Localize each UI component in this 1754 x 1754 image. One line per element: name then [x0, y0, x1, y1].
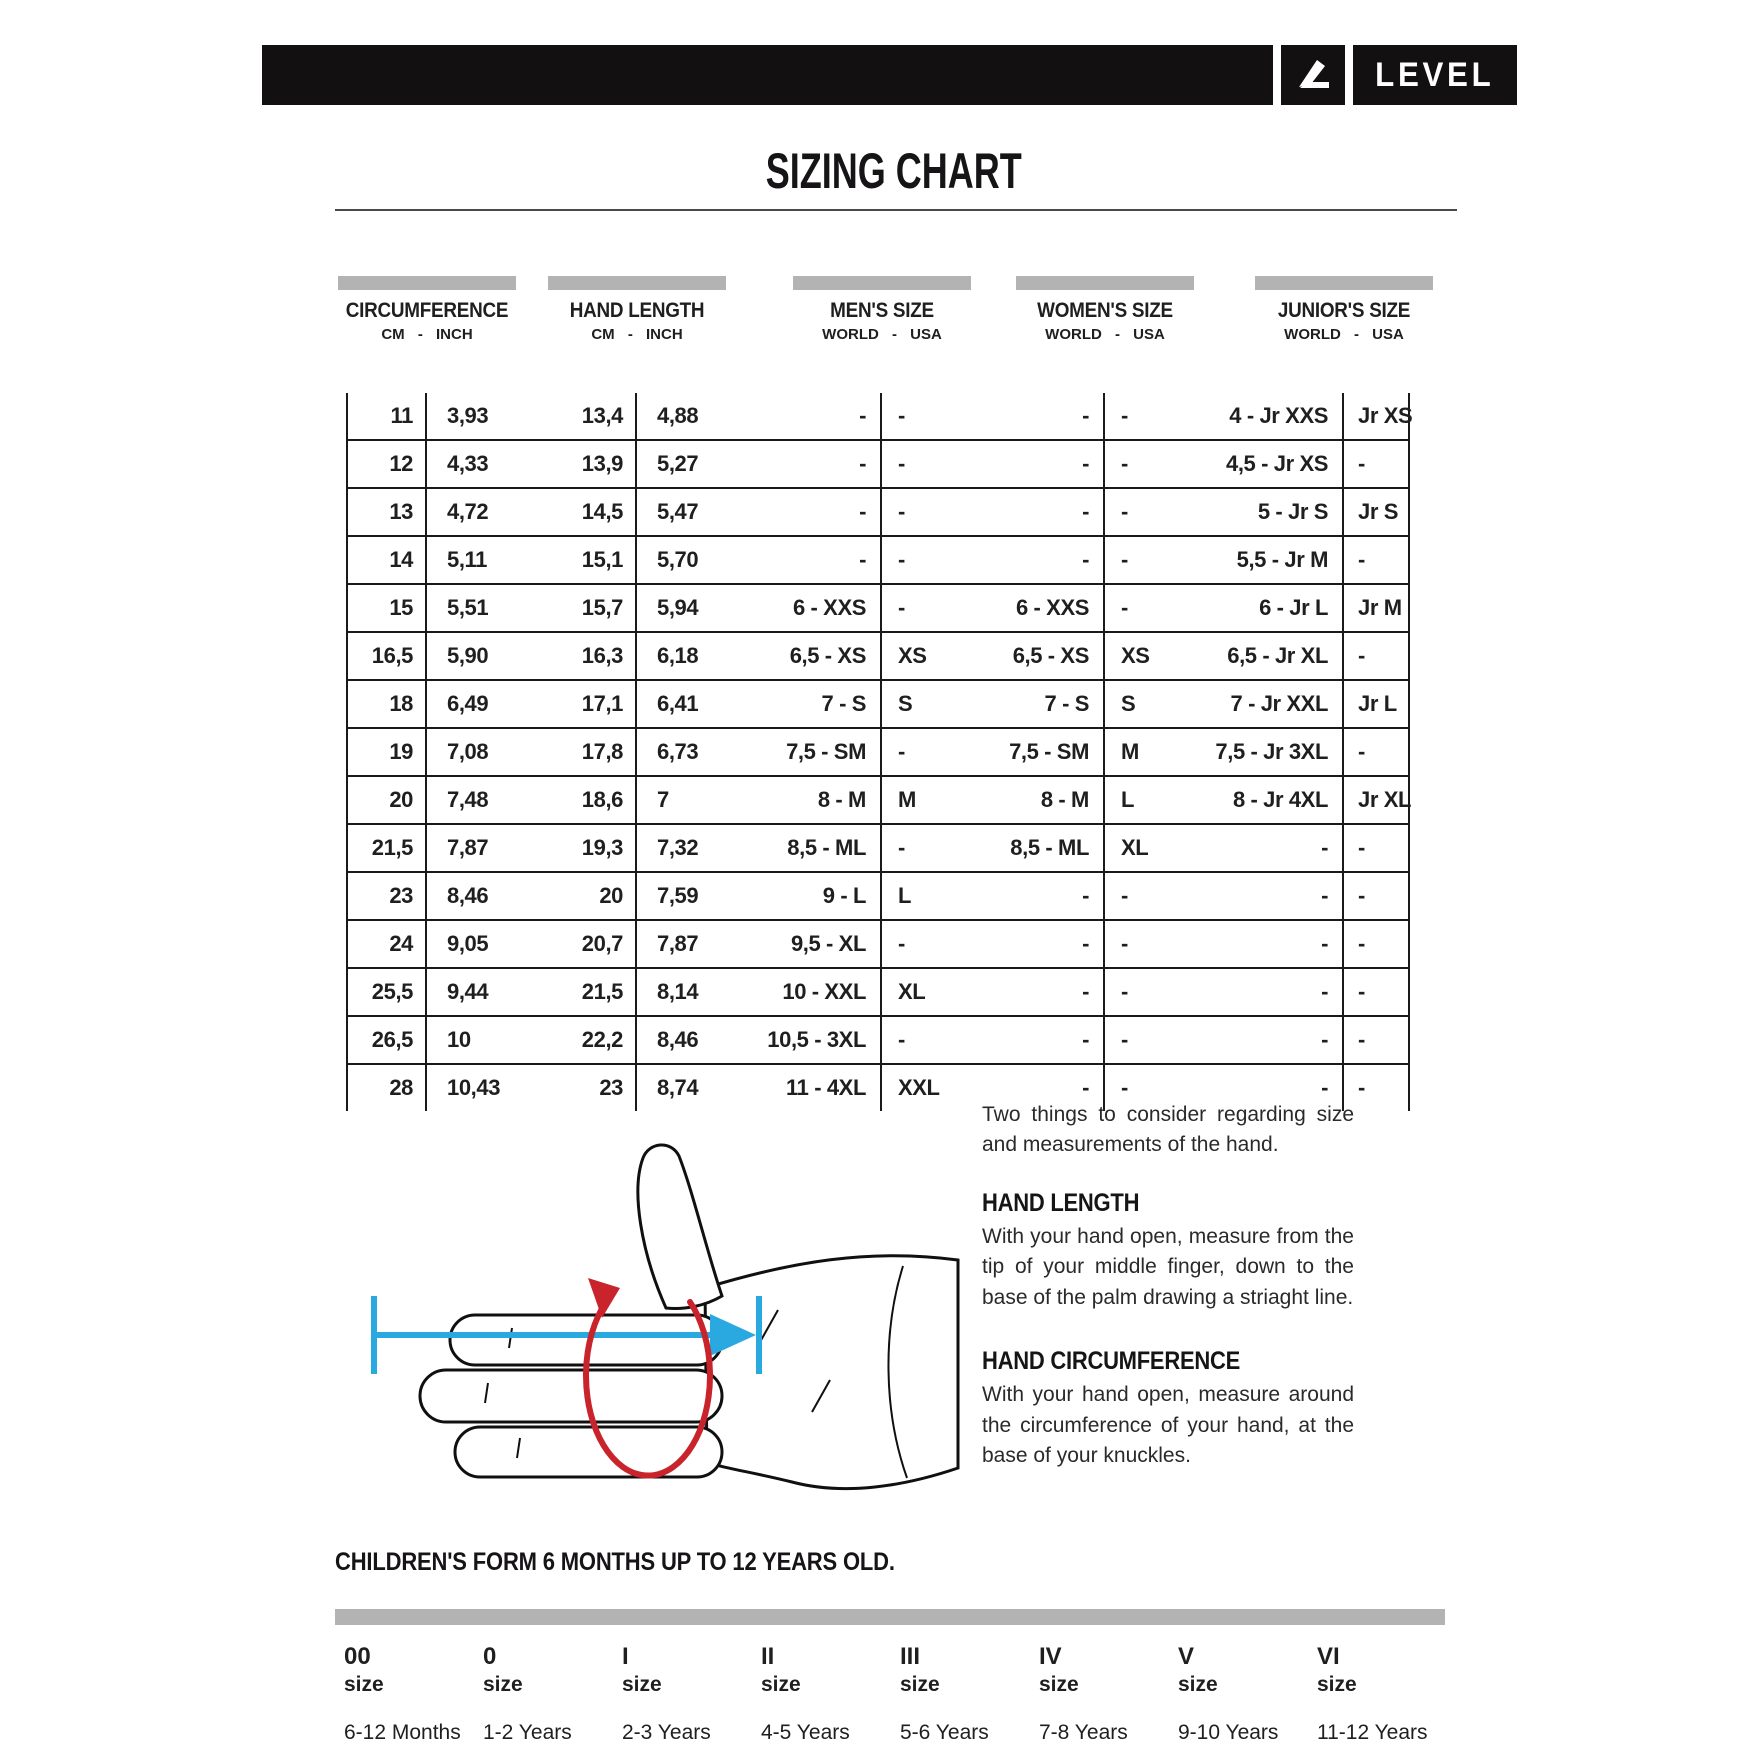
cell-hand-length-inch: 8,46: [657, 1027, 699, 1052]
cell-hand-length-cm: 19,3: [532, 825, 637, 871]
level-logo-icon-box: [1281, 45, 1345, 105]
column-group-header: [772, 276, 992, 343]
cell-womens-world: -: [952, 1017, 1105, 1063]
title-divider: [335, 209, 1457, 211]
cell-juniors-usa: Jr S: [1344, 489, 1410, 535]
children-size-value: 0: [483, 1643, 497, 1670]
cell-juniors-world: 8 - Jr 4XL: [1175, 777, 1344, 823]
cell-circumference-inch: 5,90: [447, 643, 489, 668]
children-size-word: size: [1039, 1673, 1079, 1696]
cell-circumference-cm: 23: [346, 873, 427, 919]
cell-juniors-world: 4,5 - Jr XS: [1175, 441, 1344, 487]
table-row: [346, 633, 1410, 681]
cell-mens-usa: -: [898, 451, 905, 476]
column-header-bar: [1255, 276, 1433, 290]
table-row: [346, 873, 1410, 921]
cell-hand-length-inch: 4,88: [657, 403, 699, 428]
cell-juniors-usa: -: [1344, 825, 1410, 871]
cell-womens-world: -: [952, 489, 1105, 535]
cell-hand-length-inch: 5,47: [657, 499, 699, 524]
table-row: [346, 921, 1410, 969]
table-row: [346, 393, 1413, 441]
children-age-range: 1-2 Years: [483, 1721, 572, 1744]
children-size-column: [1178, 1643, 1317, 1745]
cell-juniors-world: 7 - Jr XXL: [1175, 681, 1344, 727]
children-size-value: III: [900, 1643, 921, 1670]
cell-womens-world: 8 - M: [952, 777, 1105, 823]
cell-womens-usa: -: [1121, 547, 1128, 572]
cell-circumference-inch: 9,05: [447, 931, 489, 956]
children-size-word: size: [761, 1673, 801, 1696]
cell-womens-world: 7,5 - SM: [952, 729, 1105, 775]
children-age-range: 6-12 Months: [344, 1721, 461, 1744]
children-size-value: II: [761, 1643, 775, 1670]
column-group-header: [1234, 276, 1454, 343]
table-row: [346, 585, 1410, 633]
cell-hand-length-cm: 13,4: [532, 393, 637, 439]
cell-mens-usa: XXL: [898, 1075, 940, 1100]
cell-mens-world: -: [722, 393, 882, 439]
cell-circumference-inch: 4,72: [447, 499, 489, 524]
cell-juniors-world: -: [1175, 1017, 1344, 1063]
cell-hand-length-inch: 6,73: [657, 739, 699, 764]
column-group-header: [527, 276, 747, 343]
brand-wordmark: [1353, 45, 1517, 105]
children-size-column: [483, 1643, 622, 1745]
cell-juniors-usa: -: [1344, 873, 1410, 919]
cell-womens-world: -: [952, 441, 1105, 487]
hand-circumference-heading: HAND CIRCUMFERENCE: [982, 1347, 1241, 1376]
cell-juniors-world: 6,5 - Jr XL: [1175, 633, 1344, 679]
cell-womens-world: 7 - S: [952, 681, 1105, 727]
column-group-header: [995, 276, 1215, 343]
table-row: [346, 777, 1410, 825]
cell-circumference-cm: 18: [346, 681, 427, 727]
children-size-word: size: [344, 1673, 384, 1696]
cell-womens-world: -: [952, 873, 1105, 919]
column-group-header: [317, 276, 537, 343]
cell-mens-world: 7,5 - SM: [722, 729, 882, 775]
cell-mens-usa: -: [898, 547, 905, 572]
page-title: SIZING CHART: [765, 143, 1022, 199]
column-group-label: HAND LENGTH: [569, 299, 705, 322]
cell-hand-length-cm: 13,9: [532, 441, 637, 487]
cell-hand-length-cm: 18,6: [532, 777, 637, 823]
children-size-value: VI: [1317, 1643, 1340, 1670]
cell-juniors-usa: -: [1344, 441, 1410, 487]
cell-mens-usa: -: [898, 595, 905, 620]
cell-circumference-cm: 16,5: [346, 633, 427, 679]
cell-hand-length-inch: 8,74: [657, 1075, 699, 1100]
cell-mens-usa: -: [898, 1027, 905, 1052]
cell-mens-world: 6 - XXS: [722, 585, 882, 631]
cell-circumference-cm: 11: [346, 393, 427, 439]
cell-circumference-cm: 14: [346, 537, 427, 583]
cell-womens-usa: -: [1121, 931, 1128, 956]
hand-length-heading: HAND LENGTH: [982, 1188, 1140, 1217]
cell-womens-usa: S: [1121, 691, 1136, 716]
cell-womens-usa: -: [1121, 1075, 1128, 1100]
cell-hand-length-inch: 6,41: [657, 691, 699, 716]
column-header-bar: [338, 276, 516, 290]
column-header-bar: [793, 276, 971, 290]
cell-circumference-inch: 9,44: [447, 979, 489, 1004]
column-group-sublabel: WORLD - USA: [1045, 326, 1165, 343]
cell-hand-length-cm: 15,1: [532, 537, 637, 583]
children-size-column: [1317, 1643, 1456, 1745]
children-heading: CHILDREN'S FORM 6 MONTHS UP TO 12 YEARS OLD.: [335, 1548, 895, 1576]
brand-wordmark-text: LEVEL: [1375, 55, 1495, 94]
cell-mens-world: -: [722, 537, 882, 583]
cell-mens-usa: -: [898, 835, 905, 860]
cell-hand-length-cm: 23: [532, 1065, 637, 1111]
cell-mens-world: 10 - XXL: [722, 969, 882, 1015]
cell-circumference-inch: 7,08: [447, 739, 489, 764]
cell-juniors-world: 5,5 - Jr M: [1175, 537, 1344, 583]
children-age-range: 2-3 Years: [622, 1721, 711, 1744]
cell-mens-usa: M: [898, 787, 916, 812]
cell-juniors-world: 4 - Jr XXS: [1175, 393, 1344, 439]
cell-hand-length-cm: 15,7: [532, 585, 637, 631]
cell-womens-usa: -: [1121, 499, 1128, 524]
children-size-column: [761, 1643, 900, 1745]
cell-mens-world: 7 - S: [722, 681, 882, 727]
children-age-range: 11-12 Years: [1317, 1721, 1428, 1744]
cell-circumference-cm: 15: [346, 585, 427, 631]
hand-length-body: With your hand open, measure from the tip of your middle finger, down to the base of the palm drawing a striaght line.: [982, 1224, 1354, 1309]
children-age-range: 4-5 Years: [761, 1721, 850, 1744]
cell-circumference-inch: 10,43: [447, 1075, 501, 1100]
cell-hand-length-cm: 16,3: [532, 633, 637, 679]
children-size-value: V: [1178, 1643, 1195, 1670]
cell-circumference-inch: 5,51: [447, 595, 489, 620]
children-size-value: IV: [1039, 1643, 1062, 1670]
cell-hand-length-inch: 5,27: [657, 451, 699, 476]
column-group-label: MEN'S SIZE: [830, 299, 934, 322]
cell-mens-usa: -: [898, 499, 905, 524]
cell-mens-usa: -: [898, 931, 905, 956]
cell-womens-world: -: [952, 1065, 1105, 1111]
cell-circumference-inch: 3,93: [447, 403, 489, 428]
cell-juniors-usa: -: [1344, 633, 1410, 679]
cell-juniors-usa: -: [1344, 729, 1410, 775]
cell-circumference-cm: 28: [346, 1065, 427, 1111]
level-logo-icon: [1291, 53, 1335, 97]
cell-hand-length-cm: 17,8: [532, 729, 637, 775]
cell-circumference-inch: 6,49: [447, 691, 489, 716]
cell-hand-length-cm: 14,5: [532, 489, 637, 535]
cell-juniors-world: -: [1175, 921, 1344, 967]
cell-womens-usa: -: [1121, 979, 1128, 1004]
children-size-word: size: [622, 1673, 662, 1696]
cell-hand-length-cm: 21,5: [532, 969, 637, 1015]
cell-hand-length-cm: 22,2: [532, 1017, 637, 1063]
cell-juniors-world: -: [1175, 969, 1344, 1015]
table-row: [346, 969, 1410, 1017]
children-age-range: 5-6 Years: [900, 1721, 989, 1744]
cell-womens-world: -: [952, 921, 1105, 967]
cell-womens-world: 6 - XXS: [952, 585, 1105, 631]
children-header-bar: [335, 1609, 1445, 1625]
cell-womens-world: -: [952, 969, 1105, 1015]
children-section: [335, 1548, 1454, 1745]
children-age-range: 9-10 Years: [1178, 1721, 1279, 1744]
cell-mens-world: 8,5 - ML: [722, 825, 882, 871]
cell-juniors-usa: -: [1344, 1017, 1410, 1063]
cell-circumference-inch: 5,11: [447, 547, 488, 572]
cell-womens-usa: -: [1121, 883, 1128, 908]
cell-juniors-usa: Jr XL: [1344, 777, 1410, 823]
cell-hand-length-inch: 7: [657, 787, 669, 812]
cell-circumference-inch: 8,46: [447, 883, 489, 908]
cell-hand-length-inch: 6,18: [657, 643, 699, 668]
cell-circumference-cm: 26,5: [346, 1017, 427, 1063]
cell-womens-usa: -: [1121, 1027, 1128, 1052]
column-group-label: WOMEN'S SIZE: [1037, 299, 1173, 322]
cell-circumference-cm: 21,5: [346, 825, 427, 871]
info-intro-text: Two things to consider regarding size and measurements of the hand.: [982, 1103, 1354, 1157]
cell-mens-world: 6,5 - XS: [722, 633, 882, 679]
hand-circumference-body: With your hand open, measure around the circumference of your hand, at the base of your knuckles.: [982, 1383, 1354, 1468]
cell-womens-usa: M: [1121, 739, 1139, 764]
cell-juniors-world: -: [1175, 1065, 1344, 1111]
hand-outline: [420, 1145, 958, 1489]
column-group-sublabel: WORLD - USA: [822, 326, 942, 343]
cell-mens-usa: S: [898, 691, 913, 716]
measurement-info: [982, 1100, 1354, 1472]
children-size-value: I: [622, 1643, 629, 1670]
cell-hand-length-cm: 17,1: [532, 681, 637, 727]
column-group-sublabel: CM - INCH: [591, 326, 683, 343]
children-size-word: size: [1178, 1673, 1218, 1696]
cell-juniors-usa: -: [1344, 537, 1410, 583]
children-size-column: [344, 1643, 483, 1745]
cell-hand-length-inch: 7,87: [657, 931, 699, 956]
children-size-word: size: [483, 1673, 523, 1696]
cell-hand-length-cm: 20: [532, 873, 637, 919]
column-group-label: CIRCUMFERENCE: [345, 299, 509, 322]
cell-circumference-inch: 4,33: [447, 451, 489, 476]
cell-hand-length-inch: 5,70: [657, 547, 699, 572]
cell-womens-usa: L: [1121, 787, 1135, 812]
column-header-bar: [548, 276, 726, 290]
cell-circumference-cm: 20: [346, 777, 427, 823]
cell-womens-world: -: [952, 537, 1105, 583]
children-size-column: [622, 1643, 761, 1745]
cell-juniors-world: 6 - Jr L: [1175, 585, 1344, 631]
children-size-value: 00: [344, 1643, 371, 1670]
column-group-sublabel: CM - INCH: [381, 326, 473, 343]
children-age-range: 7-8 Years: [1039, 1721, 1128, 1744]
cell-circumference-cm: 12: [346, 441, 427, 487]
cell-circumference-inch: 7,48: [447, 787, 489, 812]
cell-womens-usa: -: [1121, 451, 1128, 476]
children-size-word: size: [900, 1673, 940, 1696]
cell-juniors-world: -: [1175, 825, 1344, 871]
cell-mens-world: 10,5 - 3XL: [722, 1017, 882, 1063]
cell-circumference-inch: 7,87: [447, 835, 489, 860]
cell-womens-world: 6,5 - XS: [952, 633, 1105, 679]
cell-mens-usa: -: [898, 403, 905, 428]
cell-circumference-cm: 25,5: [346, 969, 427, 1015]
table-row: [346, 441, 1410, 489]
cell-circumference-cm: 24: [346, 921, 427, 967]
table-row: [346, 1017, 1410, 1065]
cell-juniors-usa: Jr XS: [1344, 393, 1410, 439]
cell-mens-world: -: [722, 441, 882, 487]
table-row: [346, 489, 1410, 537]
children-size-column: [1039, 1643, 1178, 1745]
table-row: [346, 681, 1410, 729]
column-group-label: JUNIOR'S SIZE: [1277, 299, 1411, 322]
cell-hand-length-inch: 7,59: [657, 883, 699, 908]
table-row: [346, 537, 1410, 585]
cell-womens-usa: -: [1121, 595, 1128, 620]
cell-mens-usa: XL: [898, 979, 926, 1004]
column-header-bar: [1016, 276, 1194, 290]
children-size-column: [900, 1643, 1039, 1745]
cell-juniors-usa: Jr L: [1344, 681, 1410, 727]
cell-juniors-usa: -: [1344, 921, 1410, 967]
cell-circumference-cm: 19: [346, 729, 427, 775]
cell-circumference-cm: 13: [346, 489, 427, 535]
cell-juniors-world: -: [1175, 873, 1344, 919]
brand-top-bar: [262, 45, 1273, 105]
cell-juniors-usa: -: [1344, 1065, 1410, 1111]
hand-measure-illustration: [360, 1130, 960, 1560]
cell-mens-world: -: [722, 489, 882, 535]
cell-womens-world: -: [952, 393, 1105, 439]
cell-mens-world: 9,5 - XL: [722, 921, 882, 967]
cell-mens-usa: L: [898, 883, 912, 908]
cell-hand-length-cm: 20,7: [532, 921, 637, 967]
cell-womens-world: 8,5 - ML: [952, 825, 1105, 871]
cell-womens-usa: XL: [1121, 835, 1149, 860]
cell-mens-usa: XS: [898, 643, 927, 668]
cell-juniors-usa: -: [1344, 969, 1410, 1015]
cell-womens-usa: XS: [1121, 643, 1150, 668]
cell-hand-length-inch: 8,14: [657, 979, 699, 1004]
table-row: [346, 825, 1410, 873]
cell-mens-world: 11 - 4XL: [722, 1065, 882, 1111]
cell-hand-length-inch: 7,32: [657, 835, 699, 860]
size-table: [346, 393, 1413, 1111]
children-size-word: size: [1317, 1673, 1357, 1696]
cell-hand-length-inch: 5,94: [657, 595, 699, 620]
cell-circumference-inch: 10: [447, 1027, 471, 1052]
cell-juniors-world: 7,5 - Jr 3XL: [1175, 729, 1344, 775]
column-group-sublabel: WORLD - USA: [1284, 326, 1404, 343]
cell-mens-world: 9 - L: [722, 873, 882, 919]
cell-juniors-usa: Jr M: [1344, 585, 1410, 631]
cell-mens-usa: -: [898, 739, 905, 764]
cell-mens-world: 8 - M: [722, 777, 882, 823]
cell-juniors-world: 5 - Jr S: [1175, 489, 1344, 535]
cell-womens-usa: -: [1121, 403, 1128, 428]
table-row: [346, 729, 1410, 777]
children-size-table: [344, 1643, 1454, 1745]
